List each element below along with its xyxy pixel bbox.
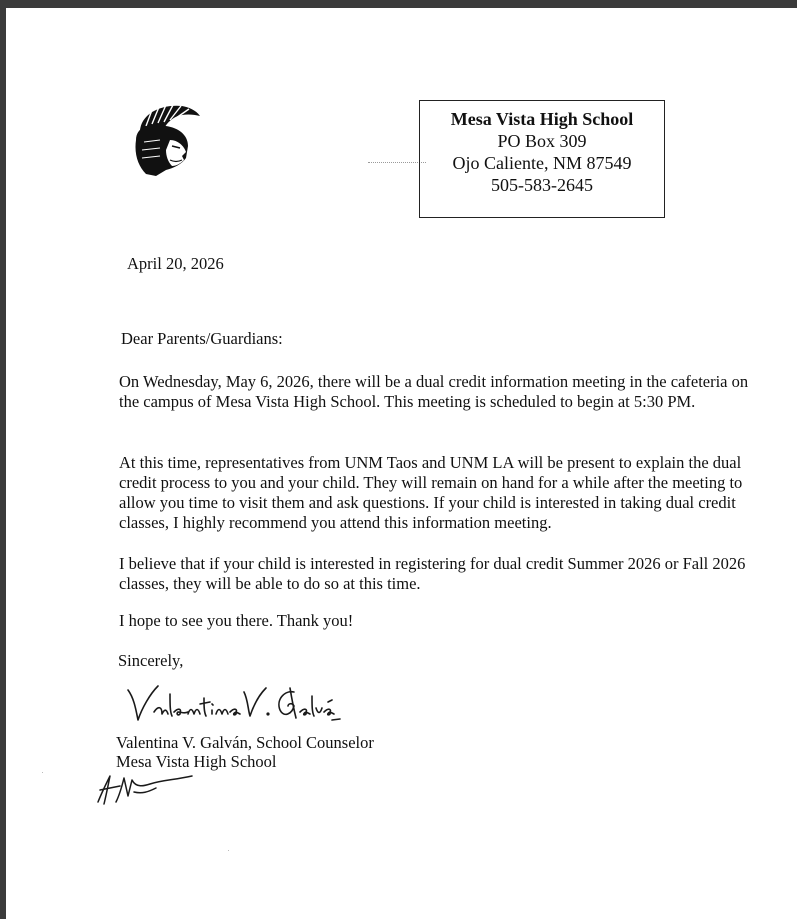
salutation: Dear Parents/Guardians: bbox=[121, 329, 283, 348]
dotted-divider bbox=[368, 162, 426, 165]
school-name: Mesa Vista High School bbox=[450, 109, 634, 129]
signer-school: Mesa Vista High School bbox=[116, 752, 277, 771]
signer-name: Valentina V. Galván, School Counselor bbox=[116, 733, 374, 752]
scan-speck bbox=[42, 772, 43, 773]
letter-page bbox=[6, 8, 797, 919]
address-box bbox=[419, 100, 665, 218]
paragraph-thanks: I hope to see you there. Thank you! bbox=[119, 611, 354, 630]
letter-date: April 20, 2026 bbox=[127, 254, 224, 273]
scan-speck bbox=[228, 850, 229, 851]
paragraph-representatives: At this time, representatives from UNM Taos and UNM LA will be present to explain the dual credit process to you and your child. They will remain on hand for a while after the meeting to allow you time to visit them and ask questions. If your child is interested in taking dual credit classes, I highly recommend you attend this information meeting. bbox=[119, 453, 743, 532]
handwritten-signature bbox=[124, 680, 344, 726]
paragraph-registration: I believe that if your child is interested in registering for dual credit Summer 2026 or Fall 2026 classes, they will be able to do so at this time. bbox=[119, 554, 746, 593]
paragraph-meeting: On Wednesday, May 6, 2026, there will be a dual credit information meeting in the cafeteria on the campus of Mesa Vista High School. This meeting is scheduled to begin at 5:30 PM. bbox=[119, 372, 749, 411]
phone-number: 505-583-2645 bbox=[491, 175, 593, 195]
spartan-head-icon bbox=[126, 100, 208, 182]
city-line: Ojo Caliente, NM 87549 bbox=[452, 153, 632, 173]
closing: Sincerely, bbox=[118, 651, 184, 670]
po-box: PO Box 309 bbox=[497, 131, 587, 151]
handwritten-initials bbox=[92, 768, 202, 808]
